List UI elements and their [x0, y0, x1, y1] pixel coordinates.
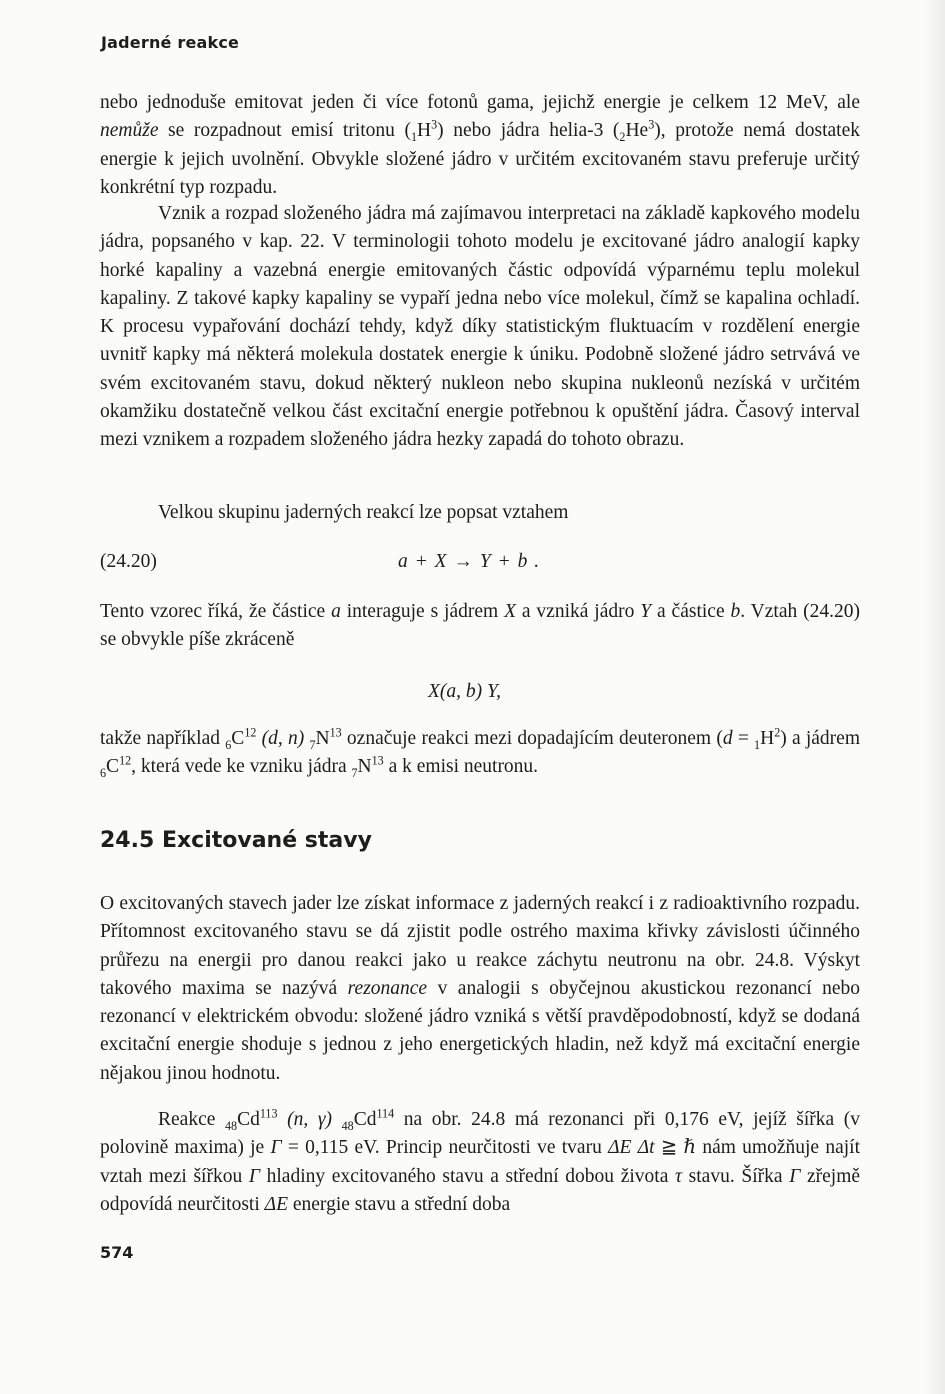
page-edge-shadow [923, 0, 945, 1394]
paragraph-5: takže například $_6C^{12}$ (d, n) $_7N^{13}$ označuje reakci mezi dopadajícím deuteronem $(d = _1H^2)$ a jádrem $_6C^{12}$, která vede ke vzniku jádra $_7N^{13}$ a k emisi neutronu. [100, 725, 860, 781]
paragraph-2: Vznik a rozpad složeného jádra má zajímavou interpretaci na základě kapkového modelu jádra, popsaného v kap. 22. V terminologii tohoto modelu je excitované jádro analogií kapky horké kapaliny a vazebná energie emitovaných částic odpovídá výparnému teplu molekul kapaliny. Z takové kapky kapaliny se vypaří jedna nebo více molekul, čímž se kapalina ochladí. K procesu vypařování dochází tehdy, když díky statistickým fluktuacím v rozdělení energie uvnitř kapky má některá molekula dostatek energie k úniku. Podobně složené jádro setrvává ve svém excitovaném stavu, dokud některý nukleon nebo skupina nukleonů nezíská v určitém okamžiku dostatečně velkou část excitační energie potřebnou k opuštění jádra. Časový interval mezi vznikem a rozpadem složeného jádra hezky zapadá do tohoto obrazu. [100, 203, 860, 451]
paragraph-6: O excitovaných stavech jader lze získat informace z jaderných reakcí i z radioaktivního rozpadu. Přítomnost excitovaného stavu se dá zjistit podle ostrého maxima křivky závislosti účinného průřezu na energii pro danou reakci jako u reakce záchytu neutronu na obr. 24.8. Výskyt takového maxima se nazývá rezonance v analogii s obyčejnou akustickou rezonancí nebo rezonancí v elektrickém obvodu: složené jádro vzniká s větší pravděpodobností, když se dodaná excitační energie shoduje s jednou z jeho energetických hladin, než když má excitační energie nějakou jinou hodnotu. [100, 893, 860, 1084]
short-form-equation: X(a, b) Y, [428, 681, 501, 702]
running-head: Jaderné reakce [101, 33, 240, 52]
paragraph-3: Velkou skupinu jaderných reakcí lze popsat vztahem [158, 502, 569, 523]
equation-body: a + X → Y + b . [398, 551, 541, 572]
paragraph-4: Tento vzorec říká, že částice a interaguje s jádrem X a vzniká jádro Y a částice b. Vztah (24.20) se obvykle píše zkráceně [100, 601, 860, 651]
paragraph-7: Reakce $_{48}Cd^{113}$ (n, γ) $_{48}Cd^{114}$ na obr. 24.8 má rezonanci při 0,176 eV, jejíž šířka (v polovině maxima) je Γ = 0,115 eV. Princip neurčitosti ve tvaru ΔE Δt ≧ ℏ nám umožňuje najít vztah mezi šířkou Γ hladiny excitovaného stavu a střední dobou života τ stavu. Šířka Γ zřejmě odpovídá neurčitosti ΔE energie stavu a střední doba [100, 1106, 861, 1215]
equation-number: (24.20) [100, 551, 157, 572]
section-heading: 24.5 Excitované stavy [100, 828, 372, 853]
paragraph-1: nebo jednoduše emitovat jeden či více fotonů gama, jejichž energie je celkem 12 MeV, ale nemůže se rozpadnout emisí tritonu $(_1H^3)$ nebo jádra helia-3 $(_2He^3)$, protože nemá dostatek energie k jejich uvolnění. Obvykle složené jádro v určitém excitovaném stavu preferuje určitý konkrétní typ rozpadu. [100, 92, 860, 198]
page-number: 574 [100, 1243, 134, 1262]
